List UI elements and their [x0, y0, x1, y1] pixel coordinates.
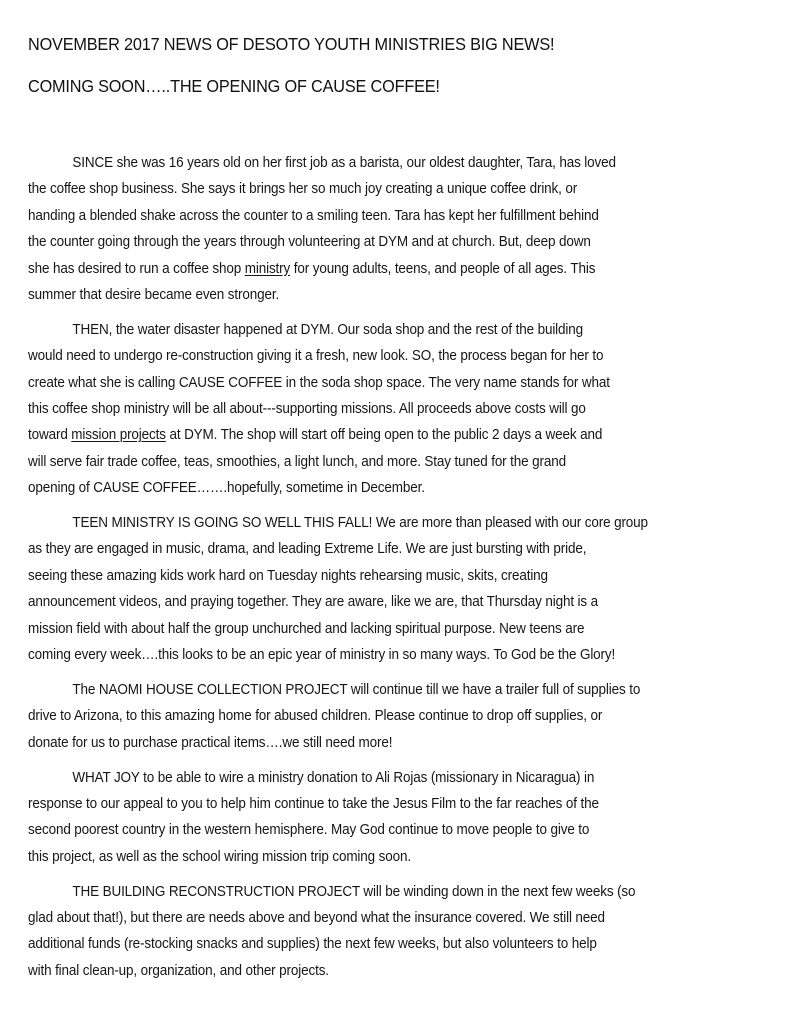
text-line: THEN, the water disaster happened at DYM. Our soda shop and the rest of the building	[72, 321, 584, 338]
text-line-with-link	[28, 256, 713, 282]
text-line: second poorest country in the western hemisphere. May God continue to move people to give to	[28, 822, 590, 839]
text-line: coming every week….this looks to be an epic year of ministry in so many ways. To God be the Glory!	[28, 647, 616, 664]
text-line: glad about that!), but there are needs above and beyond what the insurance covered. We still need	[28, 910, 605, 927]
text-line: SINCE she was 16 years old on her first job as a barista, our oldest daughter, Tara, has loved	[72, 155, 616, 171]
newsletter-body	[28, 150, 768, 993]
text-segment: at DYM. The shop will start off being open to the public 2 days a week and	[165, 427, 603, 444]
text-line: would need to undergo re-construction giving it a fresh, new look. SO, the process began for her to	[28, 348, 604, 365]
text-line: The NAOMI HOUSE COLLECTION PROJECT will continue till we have a trailer full of supplies to	[72, 681, 641, 698]
text-line-with-link	[28, 422, 713, 448]
text-line: drive to Arizona, to this amazing home for abused children. Please continue to drop off supplies, or	[28, 708, 603, 725]
text-line: THE BUILDING RECONSTRUCTION PROJECT will be winding down in the next few weeks (so	[72, 883, 636, 900]
text-line: this coffee shop ministry will be all about---supporting missions. All proceeds above costs will go	[28, 401, 586, 418]
paragraph-building-reconstruction	[28, 879, 768, 985]
text-line: announcement videos, and praying together. They are aware, like we are, that Thursday night is a	[28, 594, 599, 611]
text-line: with final clean-up, organization, and other projects.	[28, 962, 329, 979]
mission-projects-link[interactable]: mission projects	[71, 427, 166, 444]
text-line: WHAT JOY to be able to wire a ministry donation to Ali Rojas (missionary in Nicaragua) in	[72, 769, 595, 786]
paragraph-cause-coffee-intro	[28, 150, 768, 308]
text-line: the counter going through the years through volunteering at DYM and at church. But, deep down	[28, 234, 591, 251]
text-line: this project, as well as the school wiring mission trip coming soon.	[28, 848, 411, 865]
paragraph-naomi-house	[28, 677, 768, 756]
text-line: summer that desire became even stronger.	[28, 286, 280, 303]
text-line: opening of CAUSE COFFEE…….hopefully, sometime in December.	[28, 480, 425, 497]
text-line: additional funds (re-stocking snacks and supplies) the next few weeks, but also volunteers to help	[28, 936, 597, 953]
text-line: donate for us to purchase practical items….we still need more!	[28, 734, 393, 751]
paragraph-water-disaster	[28, 317, 768, 502]
text-line: response to our appeal to you to help him continue to take the Jesus Film to the far reaches of the	[28, 795, 599, 812]
text-line: as they are engaged in music, drama, and leading Extreme Life. We are just bursting with pride,	[28, 541, 587, 558]
text-line: TEEN MINISTRY IS GOING SO WELL THIS FALL! We are more than pleased with our core group	[72, 515, 648, 532]
headline-subtitle: COMING SOON…..THE OPENING OF CAUSE COFFEE!	[28, 76, 440, 96]
text-segment: for young adults, teens, and people of all ages. This	[290, 260, 596, 277]
text-segment: she has desired to run a coffee shop	[28, 260, 245, 277]
headline-title: NOVEMBER 2017 NEWS OF DESOTO YOUTH MINISTRIES BIG NEWS!	[28, 34, 555, 54]
paragraph-teen-ministry	[28, 510, 768, 668]
text-line: will serve fair trade coffee, teas, smoothies, a light lunch, and more. Stay tuned for the grand	[28, 453, 566, 470]
paragraph-what-joy	[28, 765, 768, 871]
text-segment: toward	[28, 427, 72, 444]
text-line: create what she is calling CAUSE COFFEE in the soda shop space. The very name stands for what	[28, 374, 610, 391]
text-line: seeing these amazing kids work hard on Tuesday nights rehearsing music, skits, creating	[28, 567, 548, 584]
text-line: handing a blended shake across the counter to a smiling teen. Tara has kept her fulfillment behind	[28, 207, 599, 224]
ministry-link[interactable]: ministry	[244, 260, 291, 277]
text-line: the coffee shop business. She says it brings her so much joy creating a unique coffee drink, or	[28, 181, 578, 198]
text-line: mission field with about half the group unchurched and lacking spiritual purpose. New teens are	[28, 620, 585, 637]
